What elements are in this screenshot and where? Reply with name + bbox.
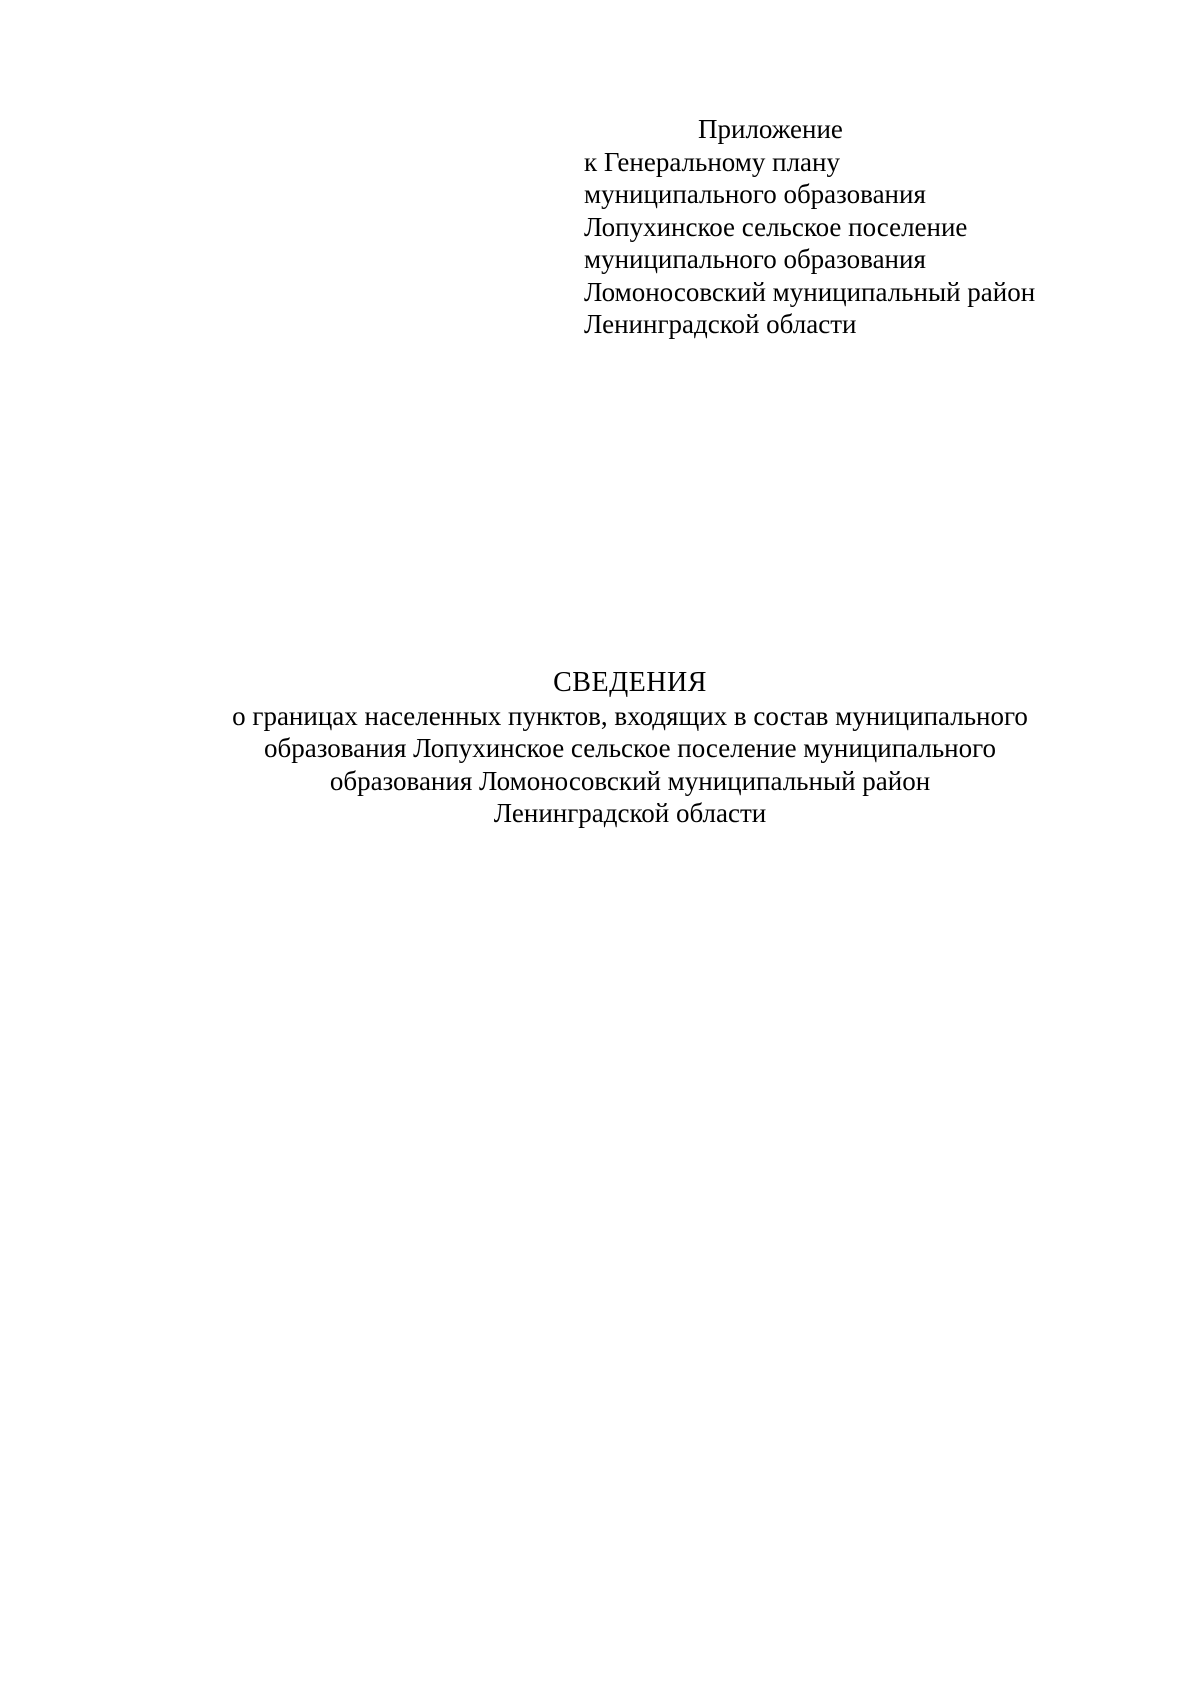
info-line: образования Ломоносовский муниципальный район <box>329 765 931 796</box>
info-title: СВЕДЕНИЯ <box>553 667 707 698</box>
appendix-line: Ломоносовский муниципальный район <box>584 276 1036 307</box>
appendix-line: Ленинградской области <box>584 309 857 339</box>
info-line: Ленинградской области <box>493 798 767 828</box>
appendix-block <box>584 113 1104 341</box>
appendix-line: Лопухинское сельское поселение <box>584 211 968 242</box>
appendix-line: муниципального образования <box>584 179 926 209</box>
info-line: образования Лопухинское сельское поселение муниципального <box>263 733 997 763</box>
info-block <box>150 667 1110 830</box>
appendix-line: к Генеральному плану <box>584 146 840 177</box>
appendix-title: Приложение <box>698 114 843 144</box>
info-line: о границах населенных пунктов, входящих в состав муниципального <box>232 700 1028 731</box>
appendix-line: муниципального образования <box>584 244 926 274</box>
